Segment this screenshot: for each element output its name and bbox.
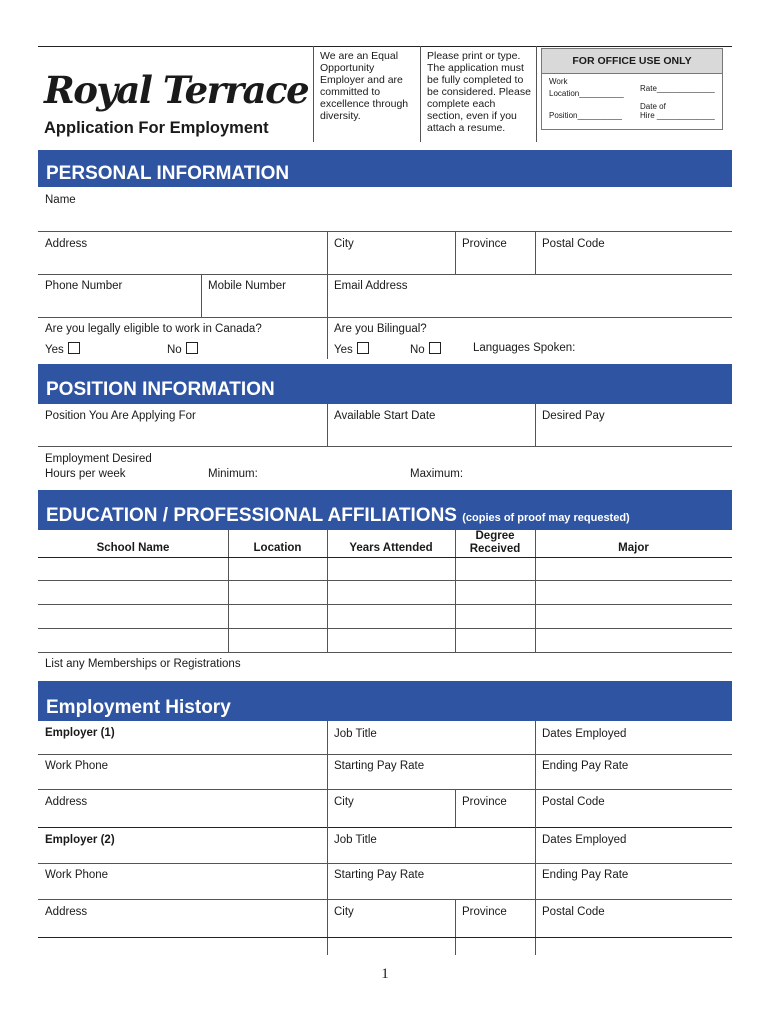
- col-rule: [455, 789, 456, 827]
- dates-employed-field[interactable]: Dates Employed: [542, 728, 627, 740]
- yes-label: Yes: [45, 344, 64, 356]
- desired-pay-field[interactable]: Desired Pay: [542, 410, 605, 422]
- address-field[interactable]: Address: [45, 238, 88, 250]
- phone-number-field[interactable]: Phone Number: [45, 280, 123, 292]
- work-phone-field[interactable]: Work Phone: [45, 869, 109, 881]
- position-info-header: [38, 364, 732, 404]
- education-header: [38, 490, 732, 530]
- col-major: Major: [618, 542, 649, 554]
- checkbox-icon[interactable]: [357, 342, 369, 354]
- employer-address-field[interactable]: Address: [45, 796, 88, 808]
- ending-pay-field[interactable]: Ending Pay Rate: [542, 760, 629, 772]
- employer-address-field[interactable]: Address: [45, 906, 88, 918]
- eeo-note: We are an Equal Opportunity Employer and are committed to excellence through diversity.: [320, 50, 409, 122]
- col-rule: [201, 274, 202, 317]
- row-rule: [38, 231, 732, 232]
- col-rule: [327, 231, 328, 274]
- section-title: [46, 505, 630, 527]
- employer-2-field[interactable]: Employer (2): [45, 834, 115, 846]
- form-title: Application For Employment: [44, 119, 269, 137]
- mobile-number-field[interactable]: Mobile Number: [208, 280, 286, 292]
- work-phone-field[interactable]: Work Phone: [45, 760, 109, 772]
- employer-province-field[interactable]: Province: [462, 906, 507, 918]
- instructions-note: Please print or type. The application must be fully completed to be considered. Please complete each section, even if you attach a resume.: [427, 50, 531, 134]
- col-location: Location: [253, 542, 302, 554]
- personal-info-header: [38, 150, 732, 187]
- checkbox-icon[interactable]: [186, 342, 198, 354]
- col-degree-received: Degree Received: [469, 530, 521, 555]
- office-date-of-label: Date of: [640, 102, 666, 111]
- row-rule: [38, 789, 732, 790]
- company-logo: Royal Terrace: [44, 68, 309, 112]
- employer-separator: [38, 827, 732, 828]
- no-label: No: [410, 344, 425, 356]
- bilingual-no-option[interactable]: [410, 342, 441, 356]
- employer-city-field[interactable]: City: [334, 906, 354, 918]
- table-header-rule: [38, 557, 732, 558]
- job-title-field[interactable]: Job Title: [334, 728, 377, 740]
- employer-1-field[interactable]: Employer (1): [45, 727, 115, 739]
- col-rule: [455, 899, 456, 955]
- header-divider: [536, 46, 537, 142]
- section-title: POSITION INFORMATION: [46, 379, 275, 400]
- col-rule: [327, 317, 328, 359]
- col-rule: [327, 404, 328, 446]
- ending-pay-field[interactable]: Ending Pay Rate: [542, 869, 629, 881]
- col-rule: [535, 404, 536, 446]
- col-rule: [535, 721, 536, 827]
- starting-pay-field[interactable]: Starting Pay Rate: [334, 760, 425, 772]
- col-rule: [455, 530, 456, 652]
- section-title: PERSONAL INFORMATION: [46, 163, 290, 184]
- memberships-field[interactable]: List any Memberships or Registrations: [45, 658, 241, 670]
- dates-employed-field[interactable]: Dates Employed: [542, 834, 627, 846]
- email-address-field[interactable]: Email Address: [334, 280, 408, 292]
- employer-postal-field[interactable]: Postal Code: [542, 906, 605, 918]
- table-row[interactable]: [38, 604, 732, 605]
- row-rule: [38, 754, 732, 755]
- row-rule: [38, 446, 732, 447]
- section-title: Employment History: [46, 697, 231, 718]
- table-row[interactable]: [38, 628, 732, 629]
- job-title-field[interactable]: Job Title: [334, 834, 377, 846]
- employment-history-header: [38, 681, 732, 721]
- header-divider: [313, 46, 314, 142]
- office-use-box: [541, 48, 723, 130]
- postal-code-field[interactable]: Postal Code: [542, 238, 605, 250]
- office-hire-field[interactable]: Hire _____________: [640, 111, 715, 120]
- checkbox-icon[interactable]: [429, 342, 441, 354]
- col-rule: [327, 530, 328, 652]
- col-rule: [327, 827, 328, 955]
- top-rule: [38, 46, 732, 47]
- position-applying-field[interactable]: Position You Are Applying For: [45, 410, 196, 422]
- bilingual-question: Are you Bilingual?: [334, 323, 427, 335]
- row-rule: [38, 274, 732, 275]
- eligible-yes-option[interactable]: [45, 342, 80, 356]
- header-divider: [420, 46, 421, 142]
- table-row[interactable]: [38, 652, 732, 653]
- education-title: EDUCATION / PROFESSIONAL AFFILIATIONS: [46, 505, 457, 526]
- row-rule: [38, 863, 732, 864]
- col-years-attended: Years Attended: [349, 542, 433, 554]
- maximum-hours-field[interactable]: Maximum:: [410, 468, 464, 480]
- checkbox-icon[interactable]: [68, 342, 80, 354]
- name-field[interactable]: Name: [45, 194, 76, 206]
- province-field[interactable]: Province: [462, 238, 507, 250]
- col-rule: [535, 231, 536, 274]
- languages-spoken-field[interactable]: Languages Spoken:: [473, 342, 576, 354]
- employer-postal-field[interactable]: Postal Code: [542, 796, 605, 808]
- office-location-field[interactable]: Location__________: [549, 89, 624, 98]
- col-rule: [455, 231, 456, 274]
- education-title-note: (copies of proof may requested): [462, 512, 630, 524]
- office-use-title: FOR OFFICE USE ONLY: [542, 49, 722, 74]
- eligible-no-option[interactable]: [167, 342, 198, 356]
- col-rule: [228, 530, 229, 652]
- office-position-field[interactable]: Position__________: [549, 111, 622, 120]
- col-rule: [535, 530, 536, 652]
- no-label: No: [167, 344, 182, 356]
- office-work-label: Work: [549, 77, 568, 86]
- page-number: 1: [381, 966, 389, 982]
- table-row[interactable]: [38, 580, 732, 581]
- start-date-field[interactable]: Available Start Date: [334, 410, 436, 422]
- bilingual-yes-option[interactable]: [334, 342, 369, 356]
- row-rule: [38, 317, 732, 318]
- office-rate-field[interactable]: Rate_____________: [640, 84, 715, 93]
- city-field[interactable]: City: [334, 238, 354, 250]
- col-rule: [327, 274, 328, 317]
- starting-pay-field[interactable]: Starting Pay Rate: [334, 869, 425, 881]
- employer-city-field[interactable]: City: [334, 796, 354, 808]
- col-rule: [327, 721, 328, 827]
- yes-label: Yes: [334, 344, 353, 356]
- col-school-name: School Name: [96, 542, 170, 554]
- hours-per-week-label: Hours per week: [45, 468, 126, 480]
- bottom-rule: [38, 937, 732, 938]
- row-rule: [38, 899, 732, 900]
- col-rule: [535, 827, 536, 955]
- employment-desired-label: Employment Desired: [45, 453, 152, 465]
- minimum-hours-field[interactable]: Minimum:: [208, 468, 258, 480]
- employer-province-field[interactable]: Province: [462, 796, 507, 808]
- eligibility-question: Are you legally eligible to work in Canada?: [45, 323, 262, 335]
